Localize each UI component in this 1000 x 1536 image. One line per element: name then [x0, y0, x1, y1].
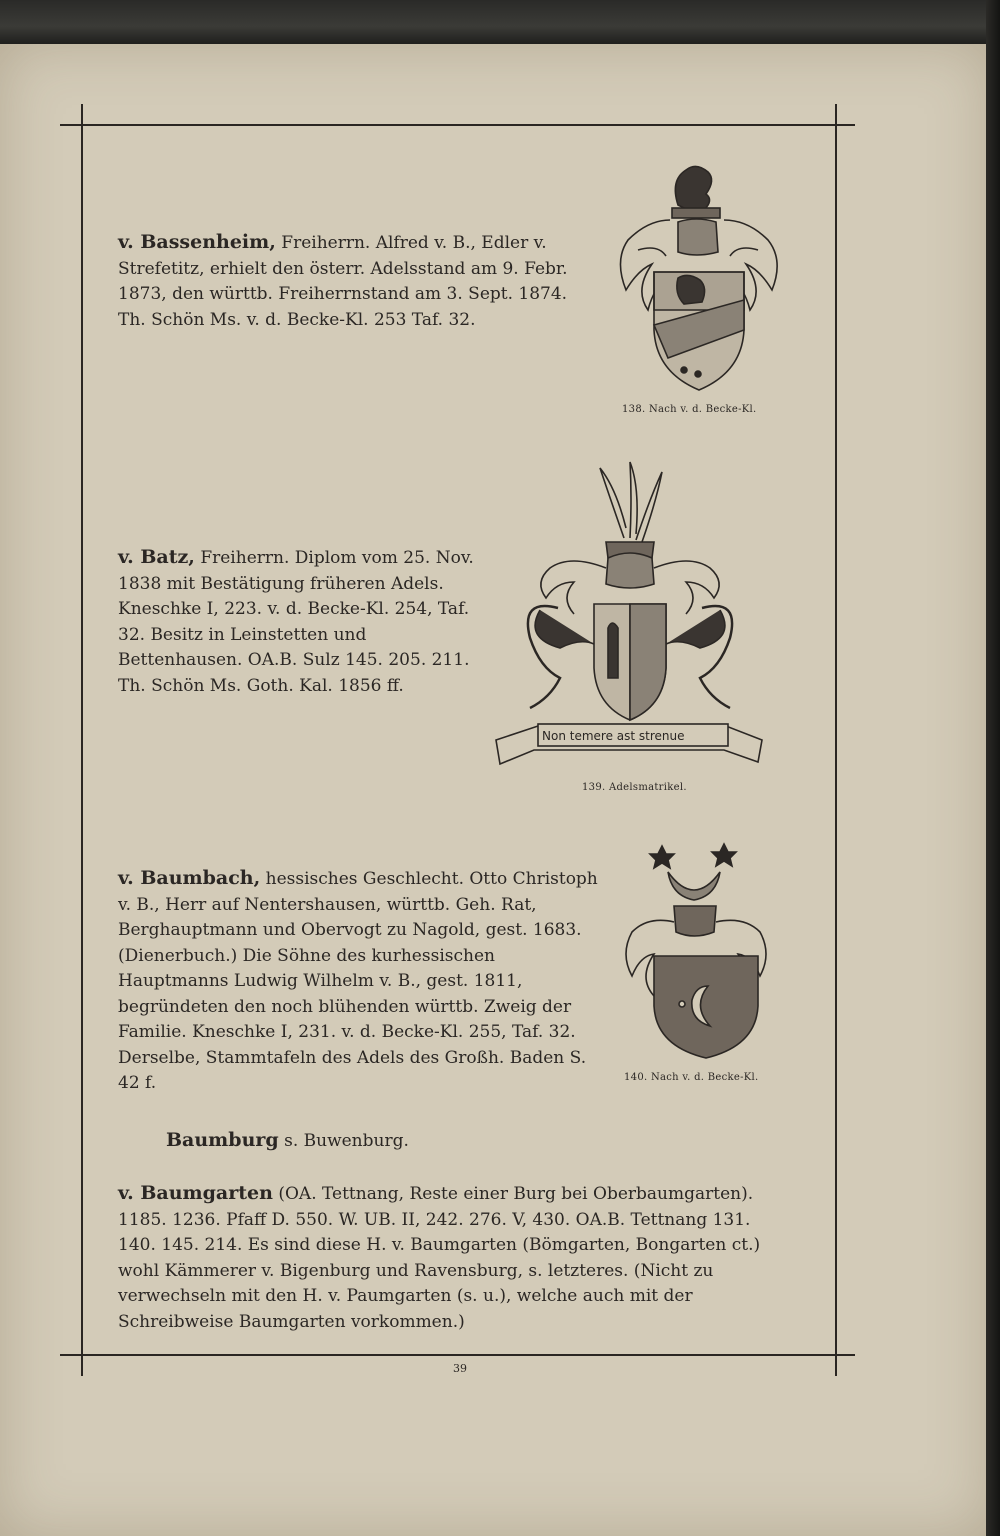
coat-of-arms-batz — [490, 458, 765, 778]
entry-baumgarten — [118, 1181, 793, 1335]
frame-bottom-rule — [60, 1354, 855, 1356]
frame-left-rule — [81, 104, 83, 1376]
entry-body: (OA. Tettnang, Reste einer Burg bei Oberbaumgarten). 1185. 1236. Pfaff D. 550. W. UB. II, 242. 276. V, 430. OA.B. Tettnang 131. 140. 145. 214. Es sind diese H. v. Baumgarten (Bömgarten, Bongarten ct.) wohl Kämmerer v. Bigenburg und Ravensburg, s. letzteres. (Nicht zu verwechseln mit den H. v. Paumgarten (s. u.), welche auch mit der Schreibweise Baumgarten vorkommen.) — [118, 1184, 761, 1332]
frame-right-rule — [835, 104, 837, 1376]
entry-heading: v. Baumgarten — [118, 1182, 273, 1204]
entry-body: Freiherrn. Diplom vom 25. Nov. 1838 mit Bestätigung früheren Adels. Kneschke I, 223. v. d. Becke-Kl. 254, Taf. 32. Besitz in Leinstetten und Bettenhausen. OA.B. Sulz 145. 205. 211. Th. Schön Ms. Goth. Kal. 1856 ff. — [118, 548, 474, 696]
page-number: 39 — [453, 1362, 467, 1375]
entry-body: s. Buwenburg. — [284, 1131, 409, 1151]
entry-bassenheim — [118, 230, 598, 333]
entry-baumburg — [166, 1128, 566, 1155]
book-spine-edge — [986, 0, 1000, 1536]
entry-heading: v. Bassenheim, — [118, 231, 276, 253]
entry-body: Freiherrn. Alfred v. B., Edler v. Strefetitz, erhielt den österr. Adelsstand am 9. Febr. 1873, den württb. Freiherrnstand am 3. Sept. 1874. Th. Schön Ms. v. d. Becke-Kl. 253 Taf. 32. — [118, 233, 568, 330]
figure-caption-138: 138. Nach v. d. Becke-Kl. — [622, 404, 757, 415]
coat-of-arms-baumbach — [618, 836, 793, 1064]
coat-of-arms-bassenheim — [608, 160, 790, 400]
crest-motto: Non temere ast strenue — [542, 729, 685, 743]
book-cover-edge — [0, 0, 1000, 44]
entry-heading: v. Baumbach, — [118, 867, 261, 889]
frame-top-rule — [60, 124, 855, 126]
entry-baumbach — [118, 866, 600, 1097]
figure-caption-139: 139. Adelsmatrikel. — [582, 782, 687, 793]
entry-heading: Baumburg — [166, 1129, 279, 1151]
figure-caption-140: 140. Nach v. d. Becke-Kl. — [624, 1072, 759, 1083]
entry-heading: v. Batz, — [118, 546, 195, 568]
entry-batz — [118, 545, 478, 699]
entry-body: hessisches Geschlecht. Otto Christoph v. B., Herr auf Nentershausen, württb. Geh. Rat, Berghauptmann und Obervogt zu Nagold, gest. 1683. (Dienerbuch.) Die Söhne des kurhessischen Hauptmanns Ludwig Wilhelm v. B., gest. 1811, begründeten den noch blühenden württb. Zweig der Familie. Kneschke I, 231. v. d. Becke-Kl. 255, Taf. 32. Derselbe, Stammtafeln des Adels des Großh. Baden S. 42 f. — [118, 869, 598, 1093]
